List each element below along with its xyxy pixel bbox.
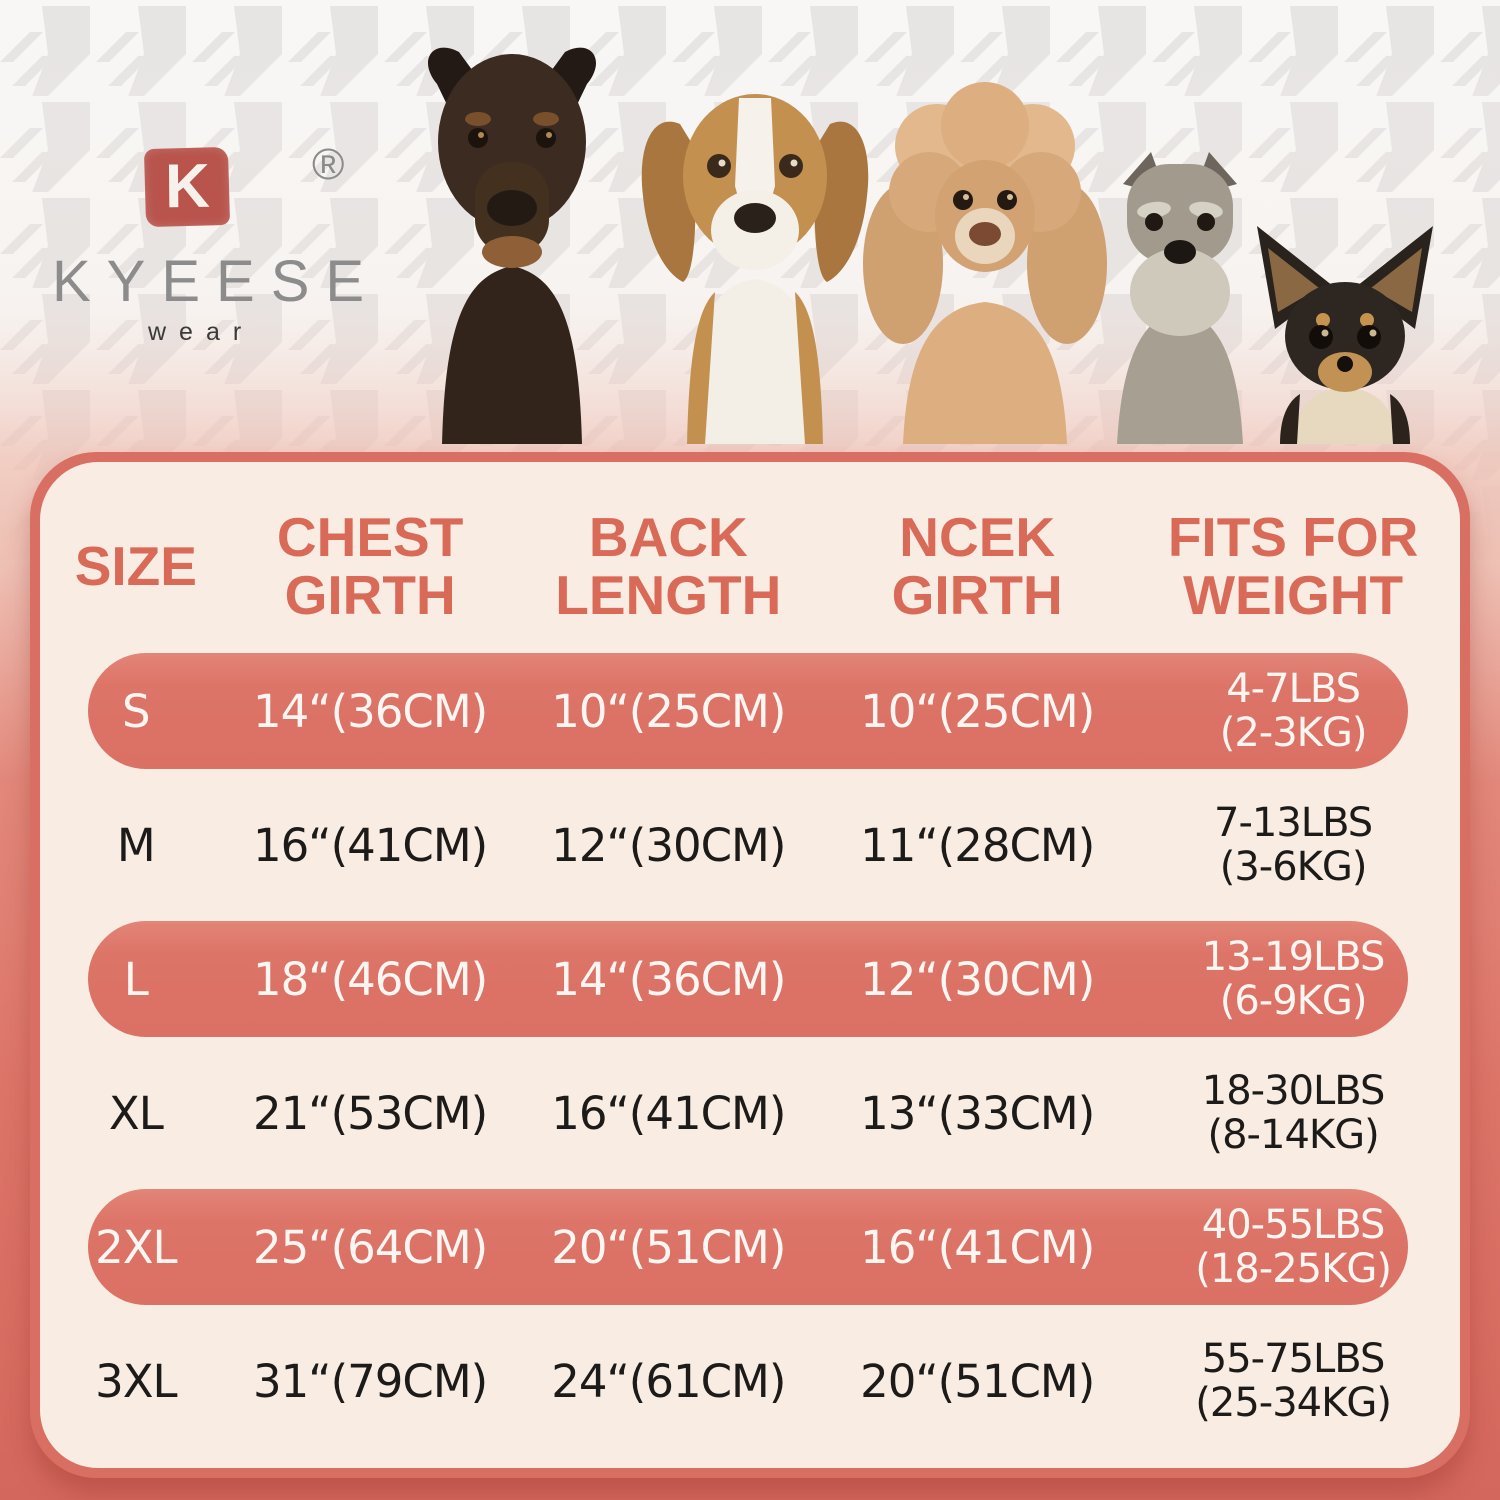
cell-neck-girth: 13“(33CM): [860, 1086, 1095, 1140]
brand-name: KYEESE: [52, 249, 381, 314]
poodle-illustration: [863, 82, 1107, 444]
cell-chest-girth: 31“(79CM): [253, 1354, 488, 1408]
brand-subtitle: wear: [148, 318, 255, 346]
cell-back-length: 12“(30CM): [551, 818, 786, 872]
cell-chest-girth: 16“(41CM): [253, 818, 488, 872]
column-header-chest-girth: CHEST GIRTH: [276, 505, 464, 626]
dogs-photo-strip: [375, 24, 1455, 454]
column-header-neck-girth: NCEK GIRTH: [891, 505, 1063, 626]
schnauzer-illustration: [1117, 152, 1243, 444]
cell-back-length: 14“(36CM): [551, 952, 786, 1006]
cell-back-length: 24“(61CM): [551, 1354, 786, 1408]
cell-size: L: [123, 952, 148, 1006]
cell-back-length: 10“(25CM): [551, 684, 786, 738]
size-chart-header-row: [40, 490, 1460, 642]
size-chart-panel-inner: [40, 462, 1460, 1468]
cell-chest-girth: 25“(64CM): [253, 1220, 488, 1274]
beagle-illustration: [642, 94, 869, 444]
table-row-size-m: [40, 778, 1460, 912]
doberman-illustration: [428, 48, 596, 444]
cell-neck-girth: 12“(30CM): [860, 952, 1095, 1006]
cell-weight: 4-7LBS (2-3KG): [1219, 666, 1367, 756]
brand-logo-letter: K: [164, 151, 210, 222]
cell-weight: 40-55LBS (18-25KG): [1195, 1202, 1391, 1292]
size-chart-body: [40, 644, 1460, 1448]
registered-trademark-icon: ®: [312, 140, 345, 189]
table-row-size-s: [40, 644, 1460, 778]
cell-back-length: 16“(41CM): [551, 1086, 786, 1140]
cell-weight: 18-30LBS (8-14KG): [1201, 1068, 1385, 1158]
brand-logo: [40, 130, 400, 370]
size-chart-panel: [30, 452, 1470, 1478]
brand-logo-mark: [144, 147, 230, 227]
column-header-size: SIZE: [74, 534, 197, 597]
cell-neck-girth: 16“(41CM): [860, 1220, 1095, 1274]
table-row-size-l: [40, 912, 1460, 1046]
cell-weight: 13-19LBS (6-9KG): [1201, 934, 1385, 1024]
cell-back-length: 20“(51CM): [551, 1220, 786, 1274]
cell-neck-girth: 10“(25CM): [860, 684, 1095, 738]
cell-chest-girth: 14“(36CM): [253, 684, 488, 738]
cell-neck-girth: 20“(51CM): [860, 1354, 1095, 1408]
cell-size: 3XL: [95, 1354, 177, 1408]
column-header-fits-for-weight: FITS FOR WEIGHT: [1167, 505, 1419, 626]
column-header-back-length: BACK LENGTH: [555, 505, 782, 626]
cell-size: M: [116, 818, 155, 872]
table-row-size-3xl: [40, 1314, 1460, 1448]
cell-weight: 7-13LBS (3-6KG): [1214, 800, 1373, 890]
cell-size: S: [122, 684, 150, 738]
cell-chest-girth: 21“(53CM): [253, 1086, 488, 1140]
cell-size: XL: [108, 1086, 163, 1140]
table-row-size-2xl: [40, 1180, 1460, 1314]
cell-size: 2XL: [95, 1220, 177, 1274]
cell-chest-girth: 18“(46CM): [253, 952, 488, 1006]
table-row-size-xl: [40, 1046, 1460, 1180]
chihuahua-illustration: [1257, 226, 1433, 444]
cell-neck-girth: 11“(28CM): [860, 818, 1095, 872]
cell-weight: 55-75LBS (25-34KG): [1195, 1336, 1391, 1426]
